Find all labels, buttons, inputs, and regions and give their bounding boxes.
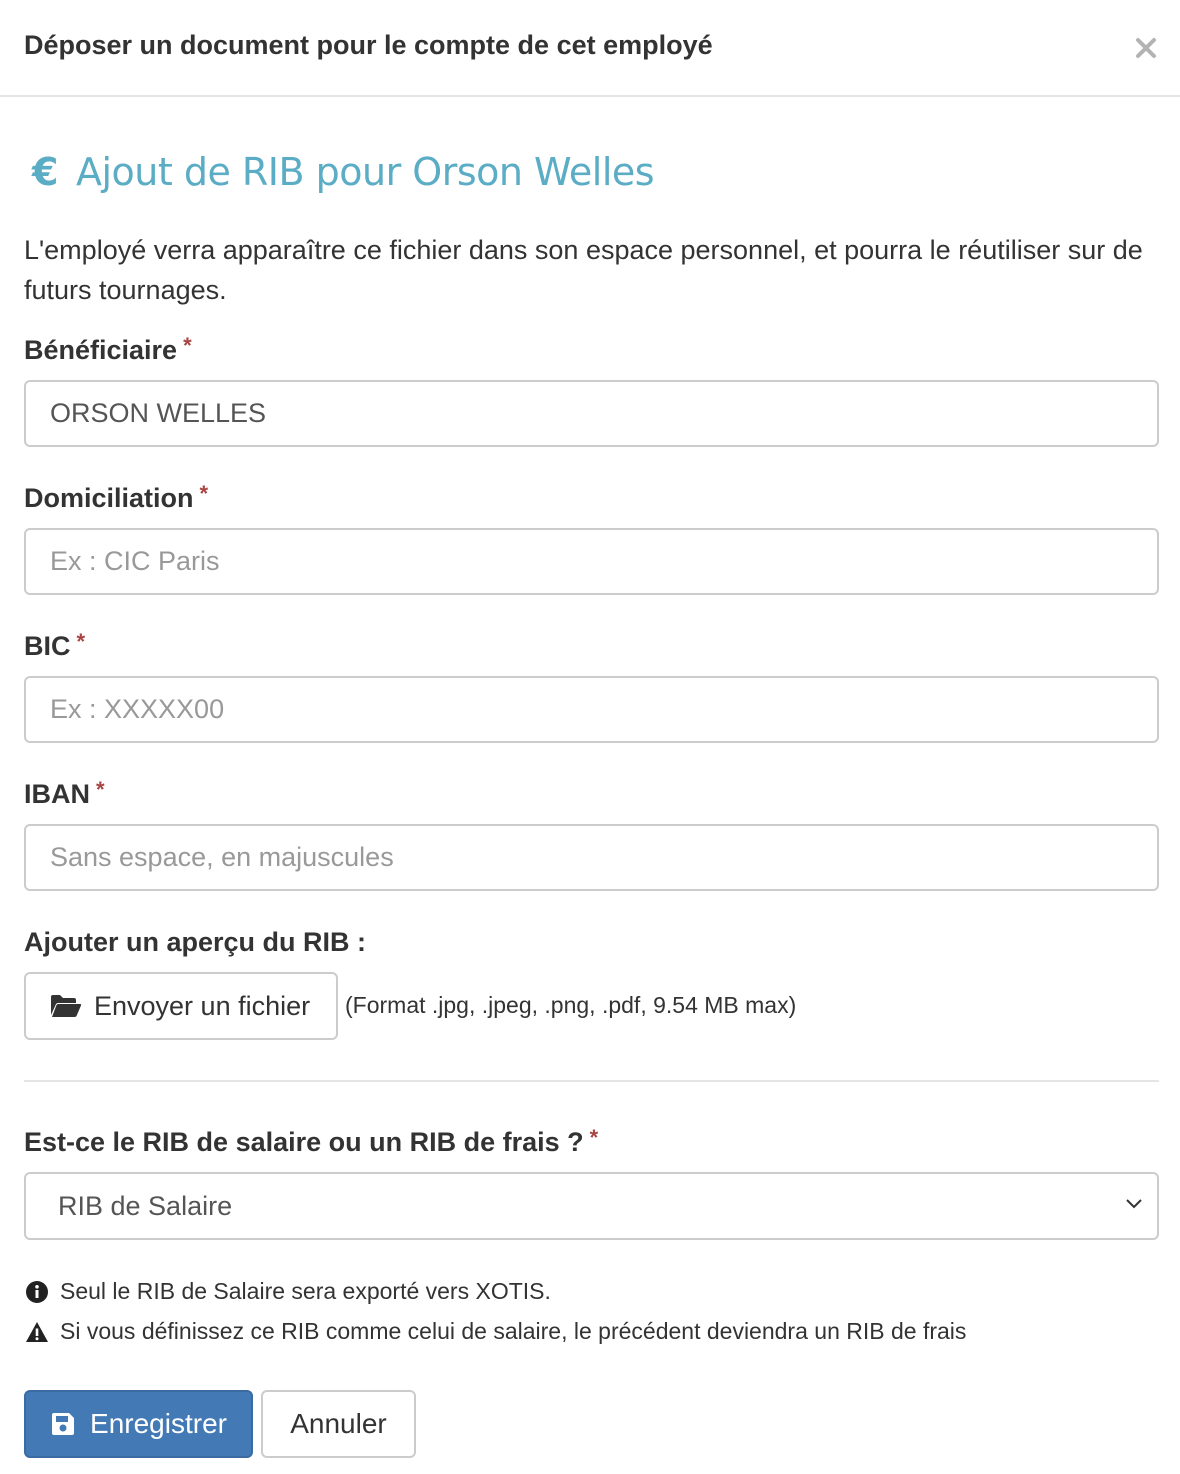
warning-note-text: Si vous définissez ce RIB comme celui de salaire, le précédent deviendra un RIB de frais bbox=[60, 1318, 967, 1344]
save-button-label: Enregistrer bbox=[90, 1408, 227, 1439]
rib-type-selected-value: RIB de Salaire bbox=[58, 1190, 233, 1221]
cancel-button-label: Annuler bbox=[290, 1408, 387, 1439]
close-icon bbox=[1135, 37, 1157, 59]
required-marker: * bbox=[183, 333, 192, 358]
intro-text: L'employé verra apparaître ce fichier dans son espace personnel, et pourra le réutiliser sur de futurs tournages. bbox=[24, 235, 1143, 305]
required-marker: * bbox=[199, 481, 209, 506]
upload-file-button[interactable] bbox=[24, 972, 338, 1040]
required-marker: * bbox=[76, 629, 86, 654]
folder-open-icon bbox=[50, 993, 82, 1019]
bic-input[interactable] bbox=[24, 676, 1159, 743]
beneficiaire-label bbox=[24, 335, 192, 366]
domiciliation-label bbox=[24, 483, 208, 514]
modal-title: Déposer un document pour le compte de cet employé bbox=[24, 30, 713, 60]
bic-label-text: BIC bbox=[24, 631, 71, 661]
section-title bbox=[32, 148, 654, 196]
iban-input[interactable] bbox=[24, 824, 1159, 891]
modal-header bbox=[0, 0, 1180, 97]
info-note bbox=[24, 1278, 551, 1305]
save-icon bbox=[50, 1411, 76, 1437]
cancel-button[interactable] bbox=[261, 1390, 416, 1458]
domiciliation-input[interactable] bbox=[24, 528, 1159, 595]
info-note-text: Seul le RIB de Salaire sera exporté vers XOTIS. bbox=[60, 1278, 551, 1304]
beneficiaire-input[interactable] bbox=[24, 380, 1159, 447]
bic-label bbox=[24, 631, 85, 662]
iban-label-text: IBAN bbox=[24, 779, 90, 809]
rib-type-label bbox=[24, 1127, 598, 1158]
rib-type-select[interactable] bbox=[24, 1172, 1159, 1240]
rib-type-label-text: Est-ce le RIB de salaire ou un RIB de frais ? bbox=[24, 1127, 584, 1157]
chevron-down-icon bbox=[1125, 1198, 1143, 1210]
save-button[interactable] bbox=[24, 1390, 253, 1458]
required-marker: * bbox=[96, 777, 105, 802]
upload-label: Ajouter un aperçu du RIB : bbox=[24, 927, 367, 957]
divider bbox=[24, 1080, 1159, 1082]
warning-icon bbox=[24, 1319, 50, 1345]
upload-format-hint: (Format .jpg, .jpeg, .png, .pdf, 9.54 MB max) bbox=[345, 992, 797, 1018]
warning-note bbox=[24, 1318, 966, 1345]
iban-label bbox=[24, 779, 105, 810]
section-title-text: Ajout de RIB pour Orson Welles bbox=[75, 150, 655, 194]
required-marker: * bbox=[589, 1125, 599, 1150]
info-icon bbox=[24, 1279, 50, 1305]
beneficiaire-label-text: Bénéficiaire bbox=[24, 335, 178, 365]
close-button[interactable] bbox=[1128, 28, 1164, 68]
domiciliation-label-text: Domiciliation bbox=[24, 483, 194, 513]
euro-icon: € bbox=[32, 150, 58, 194]
upload-file-button-label: Envoyer un fichier bbox=[94, 990, 311, 1021]
